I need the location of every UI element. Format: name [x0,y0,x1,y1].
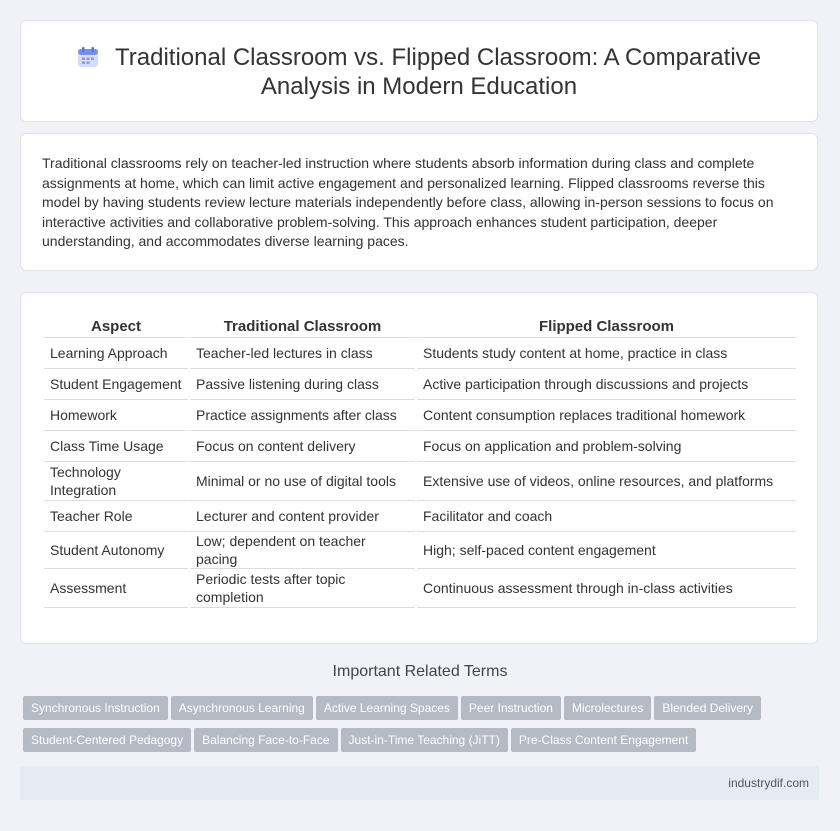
tag-synchronous-instruction[interactable]: Synchronous Instruction [23,696,168,720]
table-cell: Lecturer and content provider [190,501,415,532]
table-row [44,569,796,608]
intro-card [20,133,818,271]
table-row [44,338,796,369]
tag-just-in-time-teaching[interactable]: Just-in-Time Teaching (JiTT) [341,728,508,752]
footer-site-link[interactable]: industrydif.com [728,776,809,790]
title-card [20,20,818,122]
table-cell: Active participation through discussions and projects [417,369,796,400]
table-cell: Passive listening during class [190,369,415,400]
page-title-text: Traditional Classroom vs. Flipped Classroom: A Comparative Analysis in Modern Education [114,44,762,100]
tag-microlectures[interactable]: Microlectures [564,696,651,720]
comparison-table [42,315,798,608]
table-cell: Assessment [44,569,188,608]
table-header-row [44,315,796,338]
table-cell: Practice assignments after class [190,400,415,431]
related-terms-tags [23,696,813,760]
column-header-aspect: Aspect [44,315,188,338]
column-header-traditional: Traditional Classroom [190,315,415,338]
tag-blended-delivery[interactable]: Blended Delivery [654,696,761,720]
table-cell: Teacher-led lectures in class [190,338,415,369]
tag-balancing-face-to-face[interactable]: Balancing Face-to-Face [194,728,337,752]
table-row [44,532,796,569]
table-cell: Focus on application and problem-solving [417,431,796,462]
table-row [44,431,796,462]
comparison-table-card [20,292,818,644]
table-cell: Extensive use of videos, online resources, and platforms [417,462,796,501]
table-cell: Content consumption replaces traditional homework [417,400,796,431]
table-cell: Facilitator and coach [417,501,796,532]
table-cell: Students study content at home, practice in class [417,338,796,369]
footer [20,766,819,800]
table-cell: High; self-paced content engagement [417,532,796,569]
table-cell: Student Engagement [44,369,188,400]
table-cell: Teacher Role [44,501,188,532]
intro-paragraph: Traditional classrooms rely on teacher-led instruction where students absorb information during class and complete assignments at home, which can limit active engagement and personalized learning. Flipped classrooms reverse this model by having students review lecture materials independently before class, allowing in-person sessions to focus on interactive activities and collaborative problem-solving. This approach enhances student participation, deeper understanding, and accommodates diverse learning paces. [42,155,774,250]
table-cell: Learning Approach [44,338,188,369]
column-header-flipped: Flipped Classroom [417,315,796,338]
table-cell: Technology Integration [44,462,188,501]
table-row [44,501,796,532]
related-terms-heading: Important Related Terms [332,663,508,680]
table-cell: Student Autonomy [44,532,188,569]
table-cell: Periodic tests after topic completion [190,569,415,608]
tag-pre-class-content-engagement[interactable]: Pre-Class Content Engagement [511,728,696,752]
table-row [44,369,796,400]
table-cell: Low; dependent on teacher pacing [190,532,415,569]
tag-peer-instruction[interactable]: Peer Instruction [461,696,561,720]
tag-asynchronous-learning[interactable]: Asynchronous Learning [171,696,313,720]
page-title [51,43,787,101]
table-row [44,462,796,501]
table-cell: Homework [44,400,188,431]
table-cell: Continuous assessment through in-class activities [417,569,796,608]
table-cell: Focus on content delivery [190,431,415,462]
table-row [44,400,796,431]
tag-student-centered-pedagogy[interactable]: Student-Centered Pedagogy [23,728,191,752]
tag-active-learning-spaces[interactable]: Active Learning Spaces [316,696,458,720]
table-cell: Minimal or no use of digital tools [190,462,415,501]
calendar-icon [77,46,99,68]
table-cell: Class Time Usage [44,431,188,462]
